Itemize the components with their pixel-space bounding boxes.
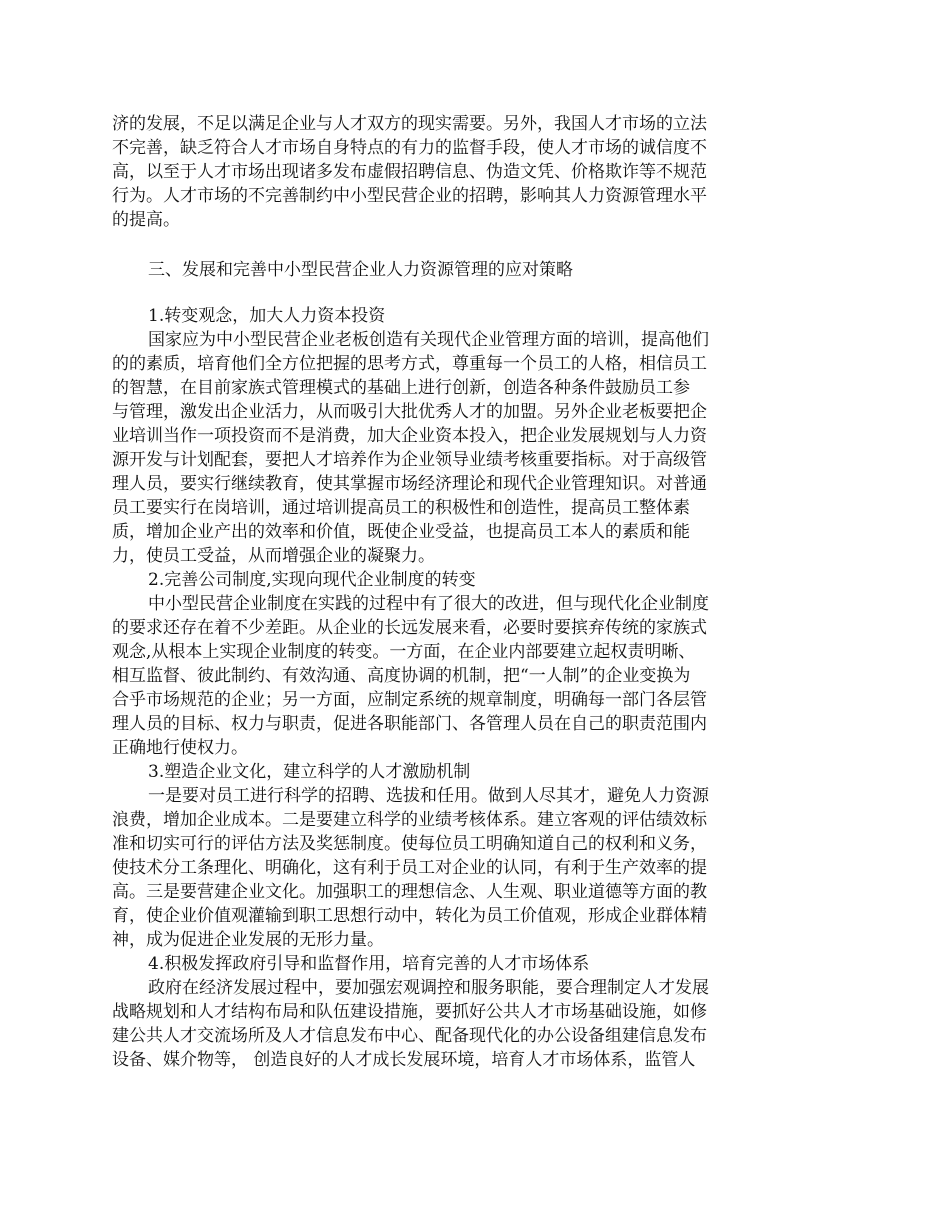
paragraph-line: 合乎市场规范的企业；另一方面，应制定系统的规章制度，明确每一部门各层管	[112, 690, 707, 710]
paragraph-line: 行为。人才市场的不完善制约中小型民营企业的招聘，影响其人力资源管理水平	[112, 186, 707, 206]
paragraph-line: 育，使企业价值观灌输到职工思想行动中，转化为员工价值观，形成企业群体精	[112, 906, 707, 926]
paragraph-line: 质，增加企业产出的效率和价值，既使企业受益，也提高员工本人的素质和能	[112, 522, 690, 542]
paragraph-line: 源开发与计划配套，要把人才培养作为企业领导业绩考核重要指标。对于高级管	[112, 450, 707, 470]
paragraph-line: 一是要对员工进行科学的招聘、选拔和任用。做到人尽其才，避免人力资源	[148, 786, 709, 806]
section-heading: 三、发展和完善中小型民营企业人力资源管理的应对策略	[148, 260, 573, 280]
paragraph-line: 准和切实可行的评估方法及奖惩制度。使每位员工明确知道自己的权利和义务，	[112, 834, 707, 854]
paragraph-line: 设备、媒介物等， 创造良好的人才成长发展环境，培育人才市场体系，监管人	[112, 1050, 696, 1070]
document-content	[112, 112, 777, 1072]
paragraph-line: 的智慧，在目前家族式管理模式的基础上进行创新，创造各种条件鼓励员工参	[112, 378, 690, 398]
paragraph-line: 理人员，要实行继续教育，使其掌握市场经济理论和现代企业管理知识。对普通	[112, 474, 707, 494]
paragraph-line: 中小型民营企业制度在实践的过程中有了很大的改进，但与现代化企业制度	[148, 594, 709, 614]
paragraph-line: 高，以至于人才市场出现诸多发布虚假招聘信息、伪造文凭、价格欺诈等不规范	[112, 162, 707, 182]
paragraph-line: 理人员的目标、权力与职责，促进各职能部门、各管理人员在自己的职责范围内	[112, 714, 707, 734]
paragraph-line: 战略规划和人才结构布局和队伍建设措施，要抓好公共人才市场基础设施，如修	[112, 1002, 707, 1022]
paragraph-line: 不完善，缺乏符合人才市场自身特点的有力的监督手段，使人才市场的诚信度不	[112, 138, 707, 158]
paragraph-gap	[112, 282, 777, 304]
paragraph-line: 力，使员工受益，从而增强企业的凝聚力。	[112, 546, 435, 566]
paragraph-line: 相互监督、彼此制约、有效沟通、高度协调的机制，把“一人制”的企业变换为	[112, 666, 691, 686]
paragraph-line: 的要求还存在着不少差距。从企业的长远发展来看，必要时要摈弃传统的家族式	[112, 618, 707, 638]
paragraph-line: 与管理，激发出企业活力，从而吸引大批优秀人才的加盟。另外企业老板要把企	[112, 402, 707, 422]
paragraph-line: 政府在经济发展过程中，要加强宏观调控和服务职能，要合理制定人才发展	[148, 978, 709, 998]
subsection-heading-1: 1.转变观念，加大人力资本投资	[148, 306, 386, 326]
paragraph-line: 员工要实行在岗培训，通过培训提高员工的积极性和创造性，提高员工整体素	[112, 498, 690, 518]
subsection-heading-2: 2.完善公司制度,实现向现代企业制度的转变	[148, 570, 476, 590]
paragraph-line: 正确地行使权力。	[112, 738, 248, 758]
paragraph-line: 的提高。	[112, 210, 180, 230]
paragraph-line: 济的发展，不足以满足企业与人才双方的现实需要。另外，我国人才市场的立法	[112, 114, 707, 134]
subsection-heading-4: 4.积极发挥政府引导和监督作用，培育完善的人才市场体系	[148, 954, 590, 974]
paragraph-line: 浪费，增加企业成本。二是要建立科学的业绩考核体系。建立客观的评估绩效标	[112, 810, 707, 830]
paragraph-line: 高。三是要营建企业文化。加强职工的理想信念、人生观、职业道德等方面的教	[112, 882, 707, 902]
paragraph-line: 国家应为中小型民营企业老板创造有关现代企业管理方面的培训，提高他们	[148, 330, 709, 350]
paragraph-gap	[112, 232, 777, 258]
paragraph-line: 建公共人才交流场所及人才信息发布中心、配备现代化的办公设备组建信息发布	[112, 1026, 707, 1046]
paragraph-line: 观念,从根本上实现企业制度的转变。一方面，在企业内部要建立起权责明晰、	[112, 642, 696, 662]
paragraph-line: 业培训当作一项投资而不是消费，加大企业资本投入，把企业发展规划与人力资	[112, 426, 707, 446]
paragraph-line: 使技术分工条理化、明确化，这有利于员工对企业的认同，有利于生产效率的提	[112, 858, 707, 878]
paragraph-line: 的的素质，培育他们全方位把握的思考方式，尊重每一个员工的人格，相信员工	[112, 354, 707, 374]
paragraph-line: 神，成为促进企业发展的无形力量。	[112, 930, 384, 950]
subsection-heading-3: 3.塑造企业文化，建立科学的人才激励机制	[148, 762, 471, 782]
